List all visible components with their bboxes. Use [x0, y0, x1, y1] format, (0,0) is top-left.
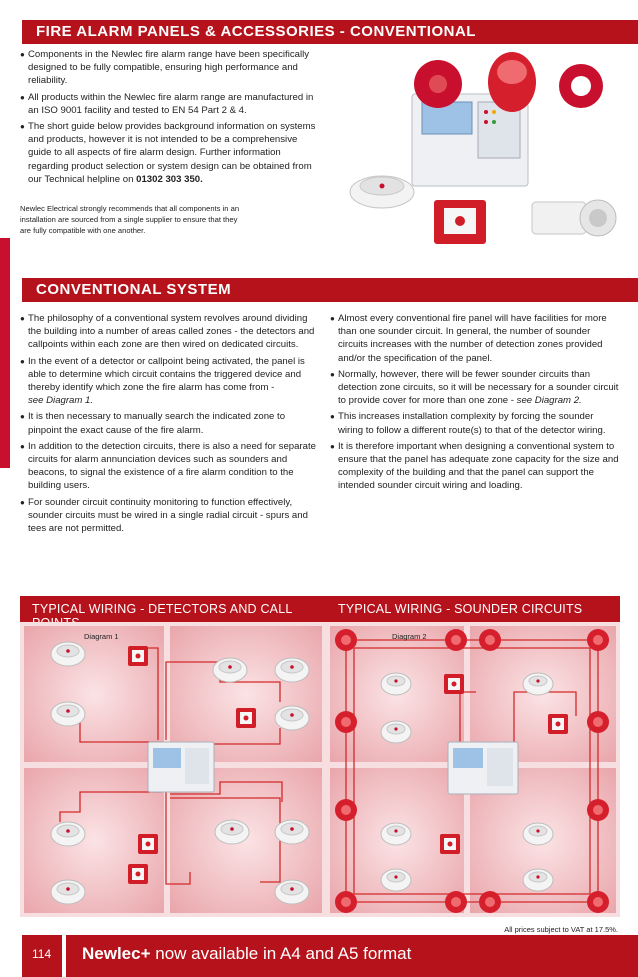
- door-holder-image: [532, 200, 616, 236]
- panel-icon: [448, 742, 518, 794]
- sounder-icon: [335, 799, 357, 821]
- smoke-detector-icon: [381, 673, 411, 695]
- diagram-reference: see Diagram 2.: [516, 395, 582, 407]
- call-point-icon: [548, 714, 568, 734]
- diagram-2-title: TYPICAL WIRING - SOUNDER CIRCUITS: [326, 596, 620, 622]
- sounder-icon: [587, 891, 609, 913]
- page-edge-marker: [0, 238, 10, 468]
- list-item: ● It is therefore important when designing a conventional system to ensure that the panel has adequate zone capacity for the size and complexity of the building and that the panel can support the intended sounder circuit wiring and loading.: [330, 440, 620, 493]
- sounder-icon: [445, 891, 467, 913]
- list-item: ● The philosophy of a conventional system revolves around dividing the building into a number of areas called zones - the detectors and callpoints within each zone are then wired on dedicated circuits.: [20, 312, 320, 352]
- smoke-detector-icon: [275, 658, 309, 682]
- diagram-2-label: Diagram 2: [392, 632, 427, 641]
- smoke-detector-icon: [275, 880, 309, 904]
- sounder-icon: [335, 891, 357, 913]
- footer-band: [66, 935, 638, 977]
- list-item: ● It is then necessary to manually search the indicated zone to pinpoint the exact cause of the fire alarm.: [20, 410, 320, 436]
- call-point-icon: [128, 646, 148, 666]
- list-item: ● Almost every conventional fire panel will have facilities for more than one sounder circuit. In general, the number of sounder circuits increases with the number of detection zones provided and/or the specification of the panel.: [330, 312, 620, 365]
- wall-sounder-image: [559, 64, 603, 108]
- sounder-icon: [479, 891, 501, 913]
- sounder-icon: [335, 629, 357, 651]
- diagram-reference: see Diagram 1.: [28, 395, 94, 407]
- list-item-text: Normally, however, there will be fewer sounder circuits than detection zone circuits, so it will be necessary for a sounder circuit to provide cover for more than one zone -: [338, 368, 619, 407]
- smoke-detector-icon: [275, 706, 309, 730]
- list-item: ● This increases installation complexity by forcing the sounder wiring to follow a different route(s) to that of the detector wiring.: [330, 410, 620, 436]
- sounder-icon: [479, 629, 501, 651]
- smoke-detector-icon: [51, 822, 85, 846]
- smoke-detector-icon: [51, 702, 85, 726]
- sounder-icon: [587, 799, 609, 821]
- diagram-1: [20, 622, 326, 917]
- list-item: ● All products within the Newlec fire alarm range are manufactured in an ISO 9001 facility and tested to EN 54 Part 2 & 4.: [20, 91, 320, 117]
- list-item: ● For sounder circuit continuity monitoring to function effectively, sounder circuits must be wired in a single radial circuit - spurs and tees are not permitted.: [20, 496, 320, 536]
- smoke-detector-icon: [275, 820, 309, 844]
- conventional-left-list: [20, 312, 320, 538]
- footer-brand: Newlec+: [82, 944, 151, 963]
- page-title: FIRE ALARM PANELS & ACCESSORIES - CONVENTIONAL: [22, 20, 638, 44]
- diagram-1-title: TYPICAL WIRING - DETECTORS AND CALL: [20, 596, 326, 622]
- sounder-beacon-image: [488, 52, 536, 112]
- vat-note: All prices subject to VAT at 17.5%.: [504, 925, 618, 934]
- call-point-image: [434, 200, 486, 244]
- footer-tagline: now available in A4 and A5 format: [150, 944, 412, 963]
- list-item: ● Components in the Newlec fire alarm range have been specifically designed to be fully compatible, ensuring high performance and reliability.: [20, 48, 320, 88]
- call-point-icon: [444, 674, 464, 694]
- intro-list: [20, 48, 320, 189]
- smoke-detector-icon: [51, 880, 85, 904]
- smoke-detector-image: [350, 176, 414, 208]
- conventional-right-list: [330, 312, 620, 496]
- list-item: [20, 120, 320, 186]
- smoke-detector-icon: [381, 721, 411, 743]
- smoke-detector-icon: [51, 642, 85, 666]
- list-item: [330, 368, 620, 408]
- call-point-icon: [138, 834, 158, 854]
- sounder-icon: [445, 629, 467, 651]
- page-number: 114: [22, 935, 62, 977]
- call-point-icon: [236, 708, 256, 728]
- product-montage: [326, 50, 626, 255]
- sounder-icon: [587, 629, 609, 651]
- smoke-detector-icon: [523, 869, 553, 891]
- call-point-icon: [440, 834, 460, 854]
- list-item: [20, 355, 320, 408]
- diagram-2: [326, 622, 620, 917]
- call-point-icon: [128, 864, 148, 884]
- sounder-icon: [335, 711, 357, 733]
- alarm-bell-image: [414, 60, 462, 108]
- page-footer: [0, 935, 638, 977]
- helpline-number: 01302 303 350.: [136, 173, 203, 185]
- list-item-text: The short guide below provides background information on systems and products, however it is not intended to be a comprehensive guide to all aspects of fire alarm design. Further information regarding product selection or system design can be obtained from our Technical helpline on: [28, 121, 316, 185]
- diagram-1-label: Diagram 1: [84, 632, 119, 641]
- smoke-detector-icon: [381, 823, 411, 845]
- smoke-detector-icon: [523, 673, 553, 695]
- list-item-text: In the event of a detector or callpoint being activated, the panel is able to determine which circuit contains the triggered device and thereby identify which zone the fire alarm has come from -: [28, 355, 305, 394]
- panel-icon: [148, 742, 214, 792]
- smoke-detector-icon: [523, 823, 553, 845]
- supplier-note: Newlec Electrical strongly recommends that all components in an installation are sourced from a single supplier to ensure that they are fully compatible with one another.: [20, 204, 240, 235]
- smoke-detector-icon: [381, 869, 411, 891]
- conventional-system-title: CONVENTIONAL SYSTEM: [22, 278, 638, 302]
- smoke-detector-icon: [215, 820, 249, 844]
- list-item: ● In addition to the detection circuits, there is also a need for separate circuits for alarm annunciation devices such as sounders and beacons, to signal the existence of a fire alarm condition to the building users.: [20, 440, 320, 493]
- smoke-detector-icon: [213, 658, 247, 682]
- sounder-icon: [587, 711, 609, 733]
